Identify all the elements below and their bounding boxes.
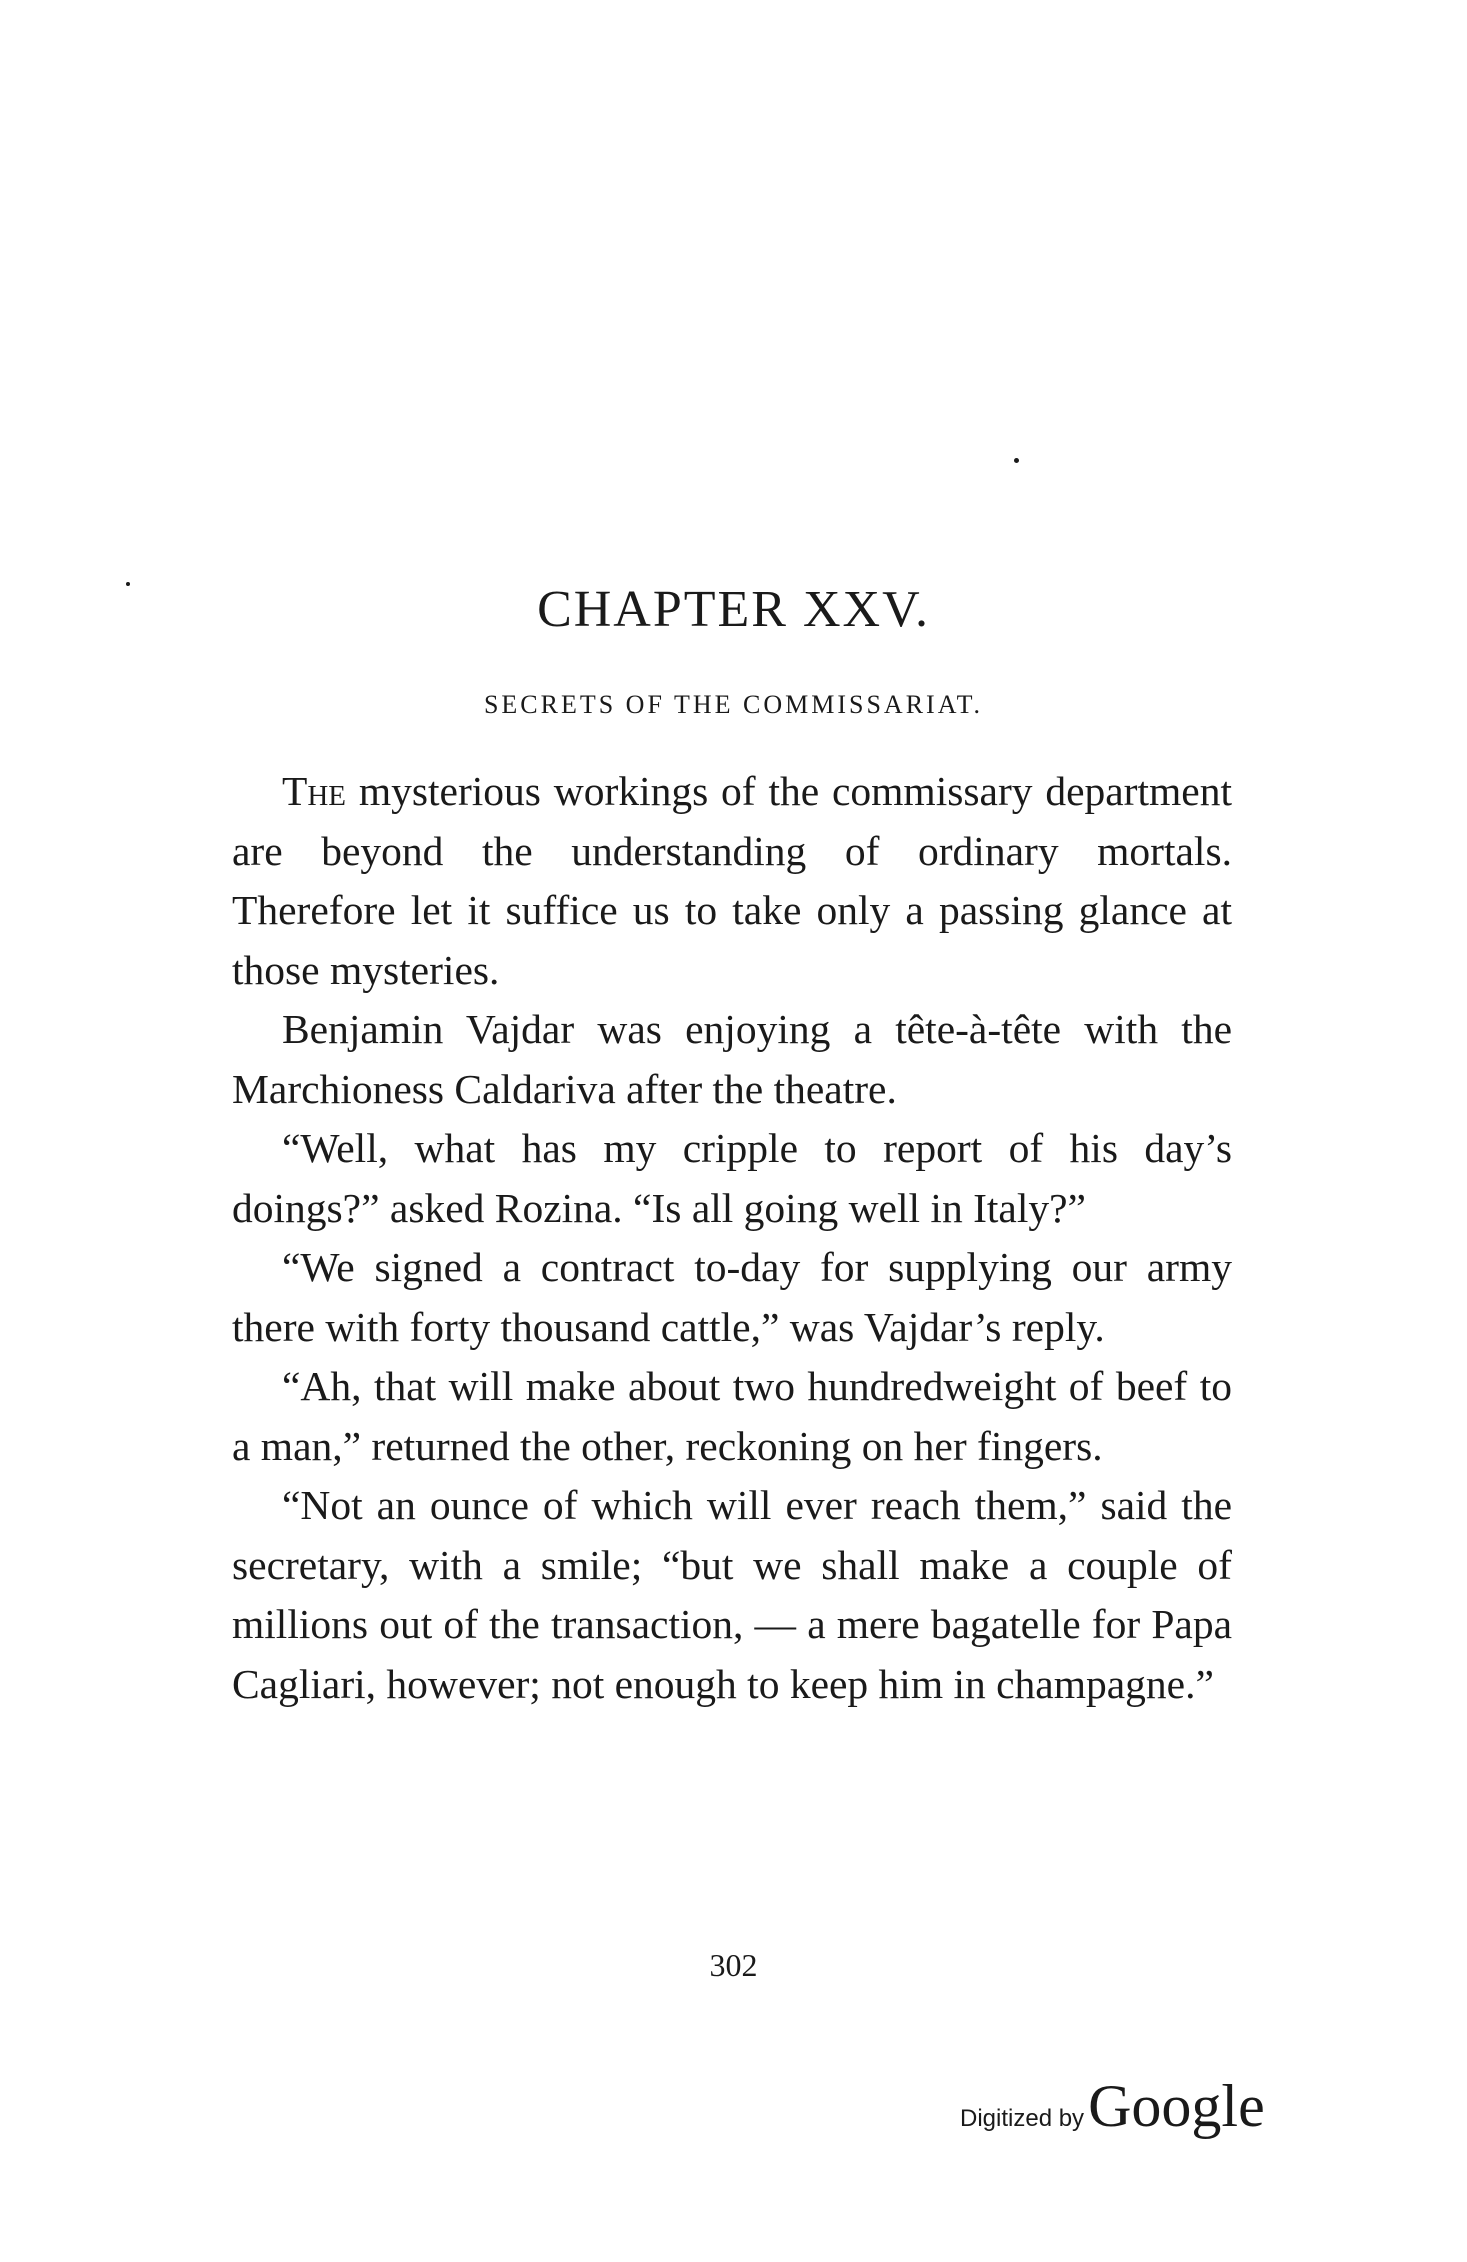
paragraph — [232, 762, 1232, 1000]
chapter-title: CHAPTER XXV. — [537, 581, 930, 638]
paragraph: “Not an ounce of which will ever reach them,” said the secretary, with a smile; “but we shall make a couple of millions out of the transaction, — a mere bagatelle for Papa Cagliari, however; not enough to keep him in champagne.” — [232, 1482, 1232, 1707]
paragraph: “We signed a contract to-day for supplying our army there with forty thousand cattle,” was Vajdar’s reply. — [232, 1244, 1232, 1350]
paragraph: “Ah, that will make about two hundredweight of beef to a man,” returned the other, reckoning on her fingers. — [232, 1363, 1232, 1469]
chapter-subtitle: SECRETS OF THE COMMISSARIAT. — [483, 690, 984, 719]
chapter-body — [232, 762, 1232, 1714]
digitized-by-watermark — [960, 2072, 1265, 2141]
paragraph-text: mysterious workings of the commissary department are beyond the understanding of ordinary mortals. Therefore let it suffice us to take only a passing glance at those mysteries. — [232, 768, 1232, 993]
small-caps-lead: The — [282, 768, 347, 814]
paragraph: Benjamin Vajdar was enjoying a tête-à-tête with the Marchioness Caldariva after the theatre. — [232, 1006, 1232, 1112]
watermark-prefix: Digitized by — [960, 2105, 1085, 2132]
print-speck — [1014, 458, 1019, 463]
watermark-brand: Google — [1088, 2073, 1265, 2139]
paragraph: “Well, what has my cripple to report of his day’s doings?” asked Rozina. “Is all going well in Italy?” — [232, 1125, 1232, 1231]
page-number: 302 — [709, 1947, 758, 1983]
